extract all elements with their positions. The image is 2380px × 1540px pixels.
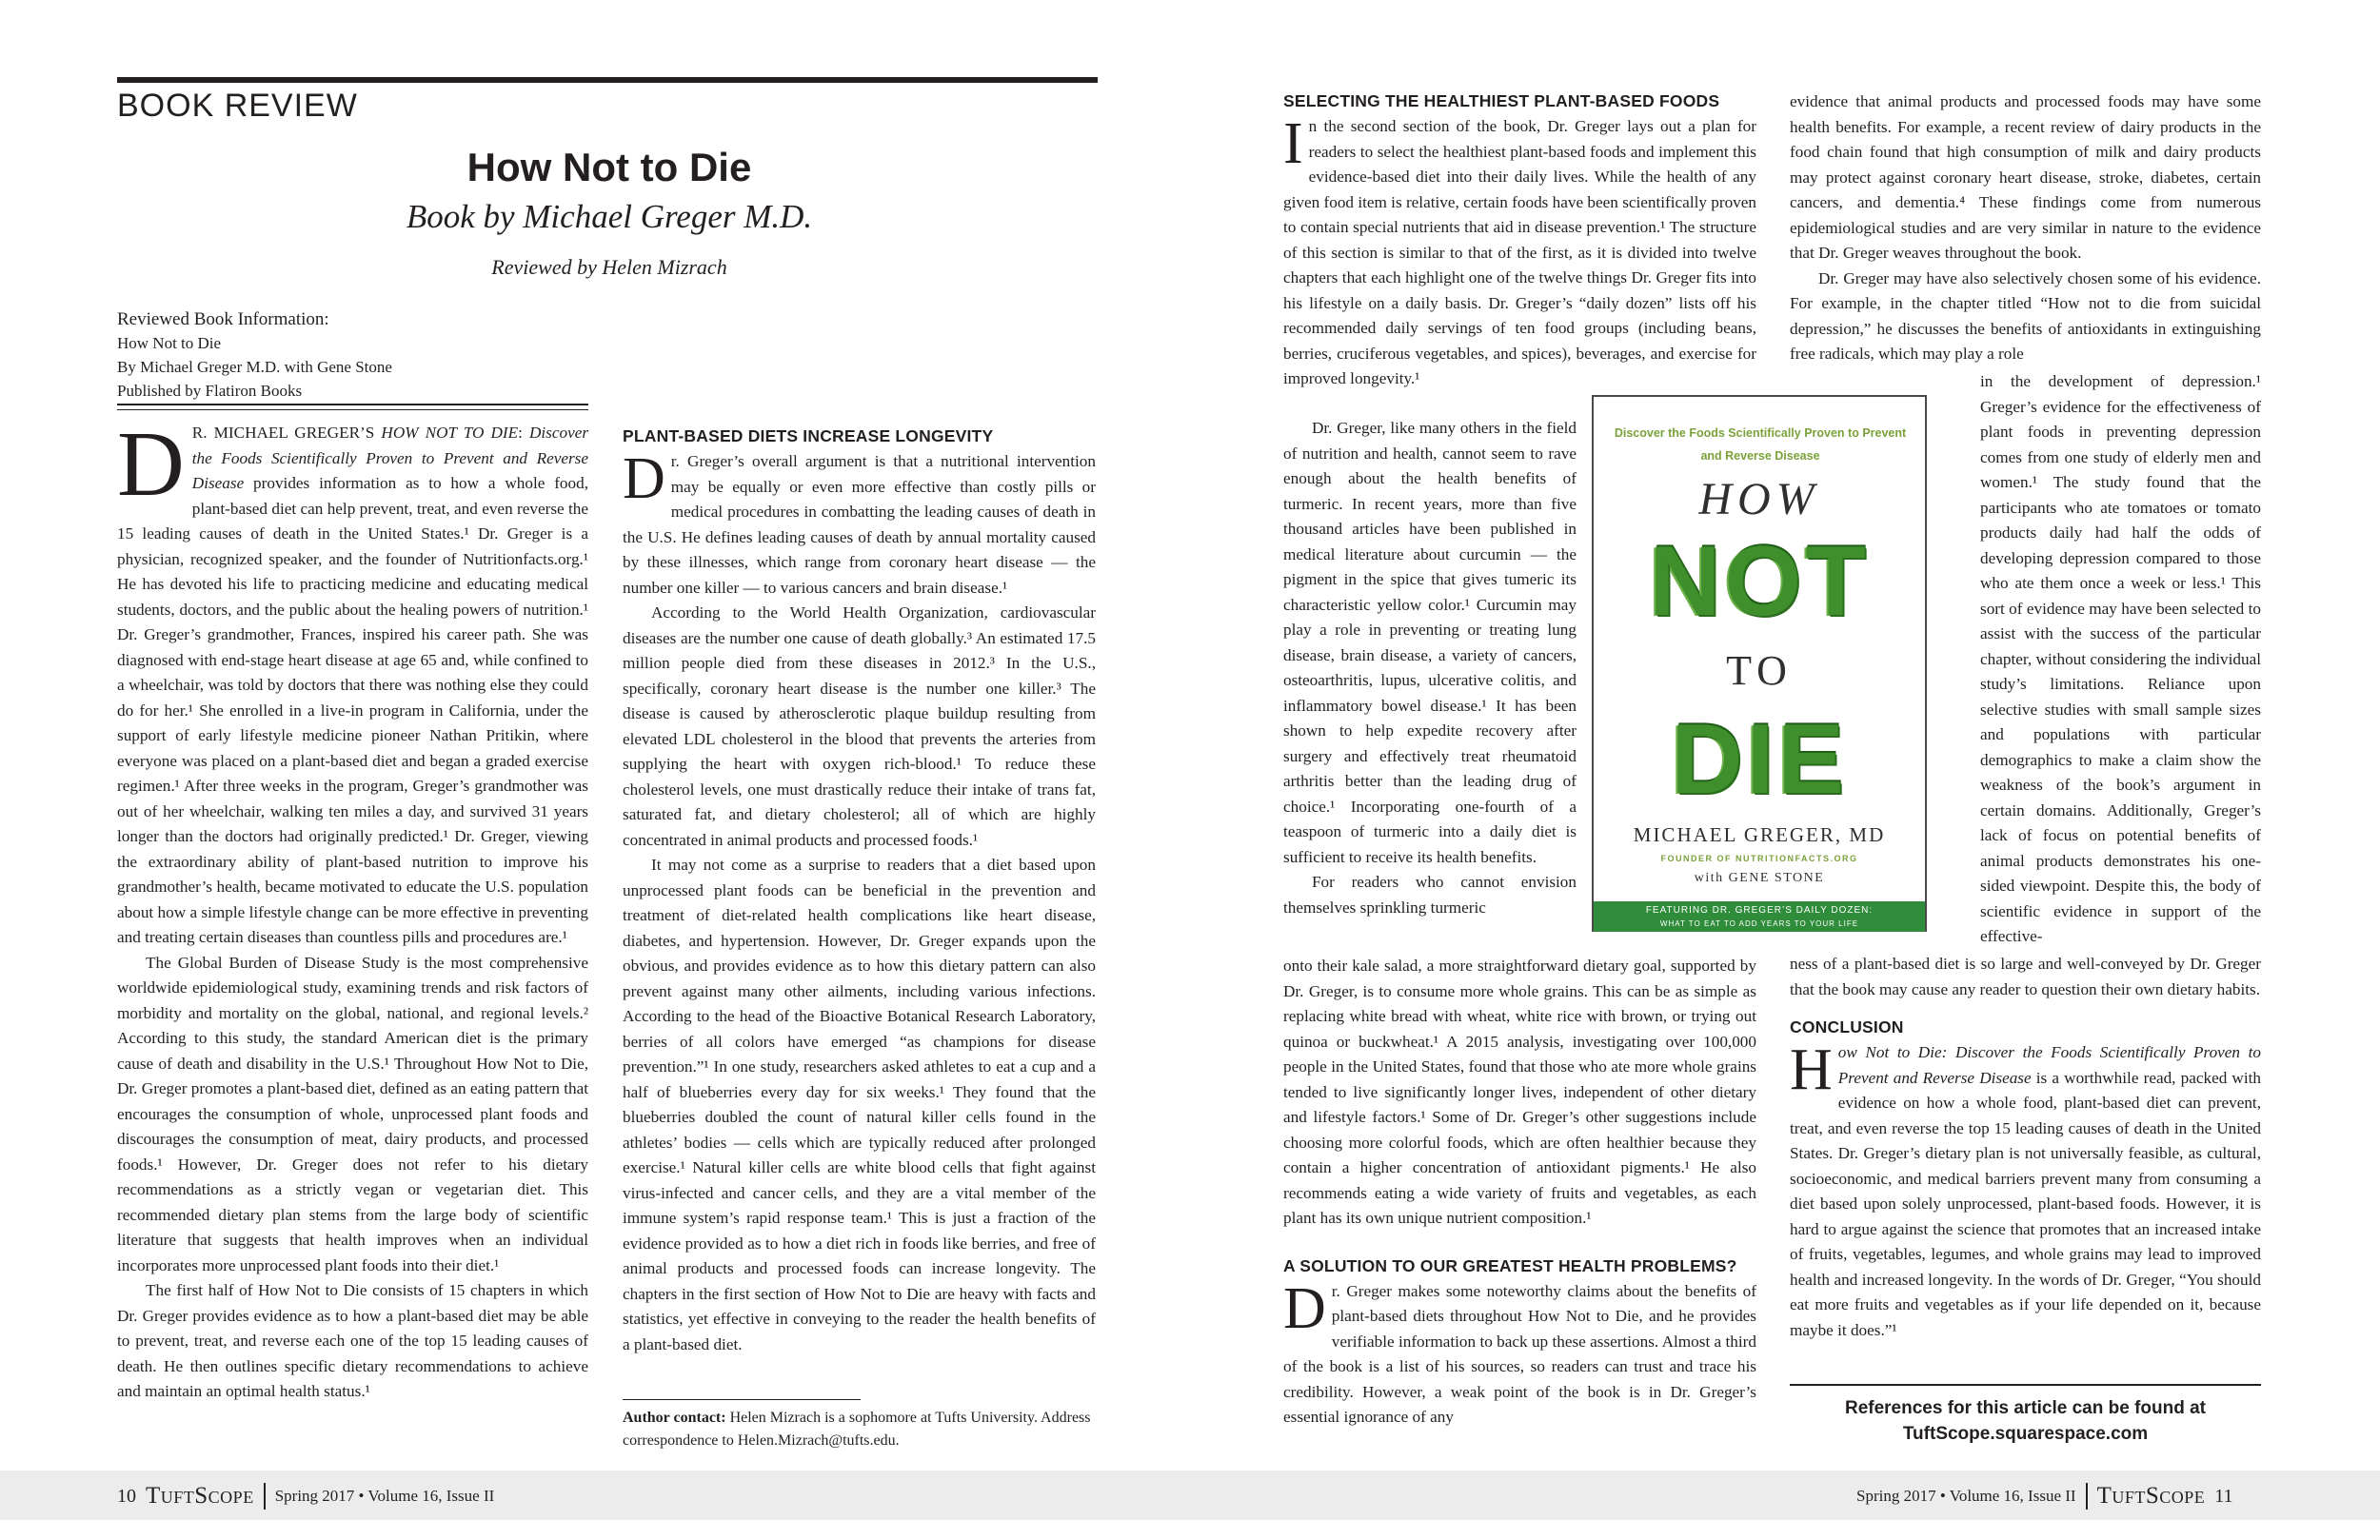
page-number: 11 (2214, 1485, 2233, 1507)
references-rule (1790, 1384, 2261, 1386)
references-link[interactable]: TuftScope.squarespace.com (1902, 1424, 2149, 1444)
paragraph: According to the World Health Organization, cardiovascular diseases are the number one cause of death globally.³ An estimated 17.5 million people died from these diseases in 2012.³ In the U.S., specifically, coronary heart disease is the number one killer.³ The disease is caused by atherosclerotic plaque buildup resulting from elevated LDL cholesterol in the blood that prevents the arteries from supplying the heart with oxygen rich-blood.¹ To reduce these cholesterol levels, one must drastically reduce their intake of trans fat, saturated fat, and dietary cholesterol; all of which are highly concentrated in animal products and processed foods.¹ (623, 603, 1096, 849)
paragraph (1790, 1037, 2261, 1343)
intro-paragraph: D R. MICHAEL GREGER’S HOW NOT TO DIE: Discover the Foods Scientifically Proven to Prevent and Reverse Disease provides information as to how a whole food, plant-based diet can help prevent, treat, and even reverse the 15 leading causes of death in the United States.¹ Dr. Greger is a physician, recognized speaker, and the founder of Nutritionfacts.org.¹ He has devoted his life to practicing medicine and educating medical students, doctors, and the public about the healing powers of nutrition.¹ Dr. Greger’s grandmother, Frances, inspired his career path. She was diagnosed with end-stage heart disease at age 65 and, while confined to a wheelchair, was told by doctors that there was nothing else they could do for her.¹ She enrolled in a live-in program in California, under the support of early lifestyle medicine pioneer Nathan Pritikin, where everyone was placed on a plant-based diet and began a graded exercise regimen.¹ After three weeks in the program, Greger’s grandmother was out of her wheelchair, walking ten miles a day, and survived 31 years longer than the doctors had originally predicted.¹ Dr. Greger, viewing the extraordinary ability of plant-based nutrition to improve his grandmother’s health, became motivated to educate the U.S. population about how a simple lifestyle change can be more effective in preventing and treating certain diseases than countless pills and procedures are.¹ (117, 413, 589, 946)
paragraph: ness of a plant-based diet is so large and well-conveyed by Dr. Greger that the book may cause any reader to question their own dietary habits. (1790, 955, 2261, 998)
footer-left (117, 1483, 494, 1510)
reviewer-line: Reviewed by Helen Mizrach (491, 255, 727, 279)
column-4-narrow (1980, 369, 2261, 950)
section-heading: PLANT-BASED DIETS INCREASE LONGEVITY (623, 426, 994, 445)
cover-coauthor: with GENE STONE (1694, 871, 1825, 885)
references-line: References for this article can be found at (1844, 1398, 2207, 1418)
footer-divider (264, 1483, 266, 1510)
lead-subtitle: Discover the Foods Scientifically Proven to Prevent and Reverse Disease (191, 424, 589, 492)
column-4-lower (1790, 952, 2261, 1343)
article-subtitle: Book by Michael Greger M.D. (406, 198, 813, 235)
header-rule (117, 77, 1098, 83)
cover-site: FOUNDER OF NUTRITIONFACTS.ORG (1660, 854, 1858, 863)
contact-rule (623, 1399, 861, 1400)
cover-how: HOW (1698, 474, 1820, 524)
section-heading: A SOLUTION TO OUR GREATEST HEALTH PROBLEMS? (1283, 1255, 1737, 1275)
paragraph-text: r. Greger’s overall argument is that a nutritional intervention may be equally or even more effective than costly pills or medical procedures in combatting the leading causes of death in the U.S. He defines leading causes of death by annual mortality caused by these illnesses, which range from coronary heart disease — the number one killer — to various cancers and brain disease.¹ (623, 452, 1096, 597)
info-rule (117, 404, 588, 405)
book-title-italic: ow Not to Die: Discover the Foods Scientifically Proven to Prevent and Reverse Disease (1837, 1043, 2261, 1087)
section-label: BOOK REVIEW (117, 88, 358, 124)
paragraph: evidence that animal products and processed foods may have some health benefits. For example, a recent review of dairy products in the food chain found that high consumption of milk and dairy products may protect against coronary heart disease, stroke, diabetes, certain cancers, and dementia.⁴ These findings come from numerous epidemiological studies and are very similar in nature to the evidence that Dr. Greger weaves throughout the book. (1790, 92, 2261, 262)
paragraph: It may not come as a surprise to readers that a diet based upon unprocessed plant foods can be beneficial in the prevention and treatment of diet-related health complications like heart disease, diabetes, and hypertension. However, Dr. Greger expands upon the obvious, and provides evidence as to how this dietary pattern can also prevent against many other ailments, including various infections. According to the head of the Bioactive Botanical Research Laboratory, berries of all colors have emerged “as champions for disease prevention.”¹ In one study, researchers asked athletes to eat a cup and a half of blueberries every day for six weeks.¹ They found that the blueberries doubled the count of natural killer cells found in the athletes’ bodies — cells which are typically reduced after prolonged exercise.¹ Natural killer cells are white blood cells that fight against virus-infected and cancer cells, and they are a vital member of the immune system’s rapid response team.¹ This is just a fraction of the evidence provided as to how a diet rich in foods like berries, and free of animal products and processed foods can increase longevity. The chapters in the first section of How Not to Die are heavy with facts and statistics, yet effective in conveying to the reader the health benefits of a plant-based diet. (623, 856, 1096, 1353)
drop-cap: D (117, 413, 185, 516)
author-contact-text: Helen Mizrach is a sophomore at Tufts University. Address correspondence to Helen.Mizrach@tufts.edu. (623, 1410, 1091, 1449)
paragraph: The Global Burden of Disease Study is the most comprehensive worldwide epidemiological study, examining trends and risk factors of morbidity and mortality on the global, national, and regional levels.² According to this study, the standard American diet is the primary cause of death and disability in the U.S.¹ Throughout How Not to Die, Dr. Greger promotes a plant-based diet, defined as an eating pattern that encourages the consumption of whole, unprocessed plant foods and discourages the consumption of meat, dairy products, and processed foods.¹ However, Dr. Greger does not refer to his dietary recommendations as a strictly vegan or vegetarian diet. This recommended dietary plan stems from the large body of scientific literature that suggests that health improves when an individual incorporates more unprocessed plant foods into their diet.¹ (117, 953, 588, 1274)
column-4 (1790, 89, 2261, 367)
page-number: 10 (117, 1485, 136, 1507)
column-1 (117, 413, 589, 1405)
paragraph: The first half of How Not to Die consists of 15 chapters in which Dr. Greger provides evidence as to how a plant-based diet may be able to prevent, treat, and reverse each one of the top 15 leading causes of death. He then outlines specific dietary recommendations to achieve and maintain an optimal health status.¹ (117, 1281, 588, 1400)
journal-brand: TuftScope (146, 1483, 254, 1509)
column-2 (623, 424, 1096, 1357)
paragraph: For readers who cannot envision themselves sprinkling turmeric (1283, 873, 1577, 917)
cover-banner (1594, 901, 1925, 932)
footer-right (1856, 1483, 2233, 1510)
drop-cap: D (1283, 1275, 1326, 1341)
column-3-lower (1283, 954, 1756, 1431)
issue-info: Spring 2017 • Volume 16, Issue II (274, 1487, 495, 1505)
info-rule (117, 409, 588, 410)
drop-cap: D (623, 446, 665, 511)
cover-not: NOT (1649, 526, 1870, 637)
paragraph (1283, 1275, 1756, 1431)
paragraph: in the development of depression.¹ Greger’s evidence for the effectiveness of plant foods in preventing depression comes from one study of elderly men and women.¹ The study found that the participants who ate tomatoes or tomato products daily had half the odds of developing depression compared to those who ate them once a week or less.¹ This sort of evidence may have been selected to assist with the success of the particular chapter, without considering the individual study’s limitations. Reliance upon selective studies with small sample sizes and populations with particular demographics to make a claim show the weakness of the book’s argument in certain domains. Additionally, Greger’s lack of focus on potential benefits of animal products demonstrates his one-sided viewpoint. Despite this, the body of scientific evidence in support of the effective- (1980, 372, 2261, 945)
book-info (117, 307, 392, 403)
paragraph-text: n the second section of the book, Dr. Greger lays out a plan for readers to select the healthiest plant-based foods and implement this evidence-based diet into their daily lives. While the health of any given food item is relative, certain foods have been scientifically proven to contain special nutrients that aid in disease prevention.¹ The structure of this section is similar to that of the first, as it is divided into twelve chapters that each highlight one of the twelve things Dr. Greger fits into his lifestyle on a daily basis. Dr. Greger’s “daily dozen” lists off his recommended daily servings of ten food groups (including beans, berries, cruciferous vegetables, and spices), beverages, and exercise for improved longevity.¹ (1283, 117, 1756, 387)
drop-cap: I (1283, 111, 1303, 176)
book-info-line: Published by Flatiron Books (117, 382, 303, 400)
cover-to: TO (1726, 647, 1793, 694)
section-heading: CONCLUSION (1790, 1017, 1904, 1037)
column-3-narrow (1283, 416, 1577, 920)
book-info-line: By Michael Greger M.D. with Gene Stone (117, 358, 392, 376)
cover-banner-line: FEATURING DR. GREGER’S DAILY DOZEN: (1645, 905, 1874, 916)
author-contact-label: Author contact: (623, 1410, 726, 1426)
paragraph (623, 446, 1096, 601)
drop-cap: H (1790, 1037, 1833, 1102)
book-info-line: How Not to Die (117, 334, 222, 352)
lead-caps: R. MICHAEL GREGER’S (191, 424, 375, 442)
paragraph (1283, 111, 1756, 392)
paragraph: Dr. Greger, like many others in the field of nutrition and health, cannot seem to rave enough about the health benefits of turmeric. In recent years, more than five thousand articles have been published in medical literature about curcumin — the pigment in the spice that gives tumeric its characteristic yellow color.¹ Curcumin may play a role in preventing or treating lung disease, brain disease, a variety of cancers, osteoarthritis, lupus, ulcerative colitis, and inflammatory bowel disease.¹ It has been shown to help expedite recovery after surgery and effectively treat rheumatoid arthritis better than the leading drug of choice.¹ Incorporating one-fourth of a teaspoon of turmeric into a daily diet is sufficient to receive its health benefits. (1283, 419, 1577, 866)
book-info-label: Reviewed Book Information: (117, 309, 329, 329)
column-3 (1283, 89, 1756, 392)
journal-brand: TuftScope (2096, 1483, 2206, 1509)
paragraph-text: provides information as to how a whole food, plant-based diet can help prevent, treat, and even reverse the 15 leading causes of death in the United States.¹ Dr. Greger is a physician, recognized speaker, and the founder of Nutritionfacts.org.¹ He has devoted his life to practicing medicine and educating medical students, doctors, and the public about the healing powers of nutrition.¹ Dr. Greger’s grandmother, Frances, inspired his career path. She was diagnosed with end-stage heart disease at age 65 and, while confined to a wheelchair, was told by doctors that there was nothing else they could do for her.¹ She enrolled in a live-in program in California, under the support of early lifestyle medicine pioneer Nathan Pritikin, where everyone was placed on a plant-based diet and began a graded exercise regimen.¹ After three weeks in the program, Greger’s grandmother was out of her wheelchair, walking ten miles a day, and survived 31 years longer than the doctors had originally predicted.¹ Dr. Greger, viewing the extraordinary ability of plant-based nutrition to improve his grandmother’s health, became motivated to educate the U.S. population about how a simple lifestyle change can be more effective in preventing and treating certain diseases than countless pills and procedures are.¹ (117, 474, 588, 946)
paragraph-text: is a worthwhile read, packed with evidence on how a whole food, plant-based diet can prevent, treat, and even reverse the top 15 leading causes of death in the United States. Dr. Greger’s dietary plan is not universally feasible, as cultural, socioeconomic, and medical barriers prevent many from consuming a diet based upon solely unprocessed, plant-based foods. However, it is hard to argue against the science that promotes that an increased intake of fruits, vegetables, legumes, and whole grains may lead to improved health and increased longevity. In the words of Dr. Greger, “You should eat more fruits and vegetables as if your life depended on it, because maybe it does.”¹ (1790, 1068, 2261, 1339)
author-contact (623, 1407, 1099, 1452)
footer-divider (2086, 1483, 2088, 1510)
section-heading: SELECTING THE HEALTHIEST PLANT-BASED FOODS (1283, 91, 1720, 110)
cover-banner-line: WHAT TO EAT TO ADD YEARS TO YOUR LIFE (1659, 919, 1859, 928)
article-title: How Not to Die (466, 145, 752, 189)
paragraph-text: r. Greger makes some noteworthy claims about the benefits of plant-based diets throughout How Not to Die, and he provides verifiable information to back up these assertions. Almost a third of the book is a list of his sources, so readers can trust and trace his credibility. However, a weak point of the book is in Dr. Greger’s essential ignorance of any (1283, 1281, 1756, 1426)
lead-title: HOW NOT TO DIE (381, 424, 519, 442)
issue-info: Spring 2017 • Volume 16, Issue II (1856, 1487, 2076, 1505)
cover-die: DIE (1671, 704, 1848, 815)
book-cover-image (1592, 395, 1927, 932)
cover-tagline: Discover the Foods Scientifically Proven to Prevent and Reverse Disease (1614, 426, 1907, 463)
references-note (1790, 1395, 2261, 1447)
paragraph: Dr. Greger may have also selectively chosen some of his evidence. For example, in the chapter titled “How not to die from suicidal depression,” he discusses the benefits of antioxidants in extinguishing free radicals, which may play a role (1790, 268, 2261, 363)
paragraph: onto their kale salad, a more straightforward dietary goal, supported by Dr. Greger, is to consume more whole grains. This can be as simple as replacing white bread with wheat, white rice with brown, or trying out quinoa or buckwheat.¹ A 2015 analysis, investigating over 100,000 people in the United States, found that those who ate more whole grains tended to live significantly longer lives, independent of other dietary and lifestyle factors.¹ Some of Dr. Greger’s other suggestions include choosing more colorful foods, which are often healthier because they contain a higher concentration of antioxidant pigments.¹ He also recommends eating a wide variety of fruits and vegetables, as each plant has its own unique nutrient composition.¹ (1283, 957, 1756, 1227)
cover-author: MICHAEL GREGER, MD (1633, 823, 1886, 846)
